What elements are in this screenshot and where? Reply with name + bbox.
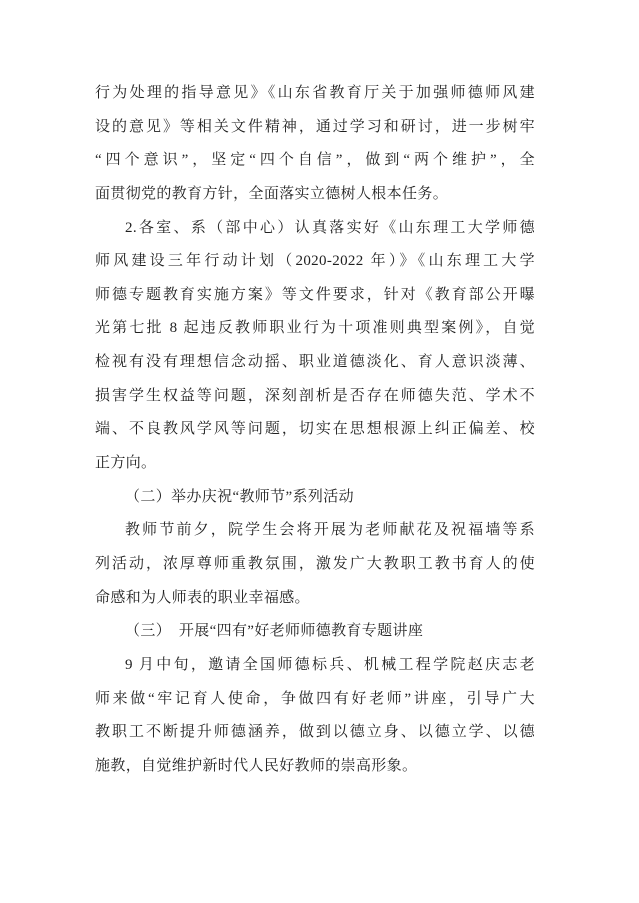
text-line: 设的意见》等相关文件精神，通过学习和研讨，进一步树牢 xyxy=(95,118,535,135)
text-line: 行为处理的指导意见》《山东省教育厅关于加强师德师风建 xyxy=(95,85,535,101)
text-line: 端、不良教风学风等问题，切实在思想根源上纠正偏差、校 xyxy=(95,421,535,438)
document-text-block xyxy=(95,77,535,783)
text-line: 面贯彻党的教育方针，全面落实立德树人根本任务。 xyxy=(95,185,449,202)
text-line: 光第七批 8 起违反教师职业行为十项准则典型案例》，自觉 xyxy=(95,320,535,337)
section-heading-line: （二）举办庆祝“教师节”系列活动 xyxy=(125,488,354,505)
text-line: 教师节前夕，院学生会将开展为老师献花及祝福墙等系 xyxy=(125,522,535,539)
section-heading-2 xyxy=(95,481,535,515)
section-heading-line: （三） 开展“四有”好老师师德教育专题讲座 xyxy=(125,623,424,640)
paragraph-numbered-item-2 xyxy=(95,212,535,481)
text-line: 正方向。 xyxy=(95,455,157,472)
text-line: 2.各室、系（部中心）认真落实好《山东理工大学师德 xyxy=(125,219,535,236)
text-line: 施教，自觉维护新时代人民好教师的崇高形象。 xyxy=(95,757,418,774)
text-line: 师来做“牢记育人使命，争做四有好老师”讲座，引导广大 xyxy=(95,690,535,707)
paragraph-lecture xyxy=(95,649,535,784)
text-line: 师风建设三年行动计划（2020-2022 年）》《山东理工大学 xyxy=(95,253,535,270)
paragraph-continuation xyxy=(95,77,535,212)
text-line: 教职工不断提升师德涵养，做到以德立身、以德立学、以德 xyxy=(95,724,535,741)
text-line: 损害学生权益等问题，深刻剖析是否存在师德失范、学术不 xyxy=(95,387,535,404)
text-line: 检视有没有理想信念动摇、职业道德淡化、育人意识淡薄、 xyxy=(95,354,535,371)
paragraph-teachers-day xyxy=(95,514,535,615)
text-line: 列活动，浓厚尊师重教氛围，激发广大教职工教书育人的使 xyxy=(95,555,535,572)
text-line: 师德专题教育实施方案》等文件要求，针对《教育部公开曝 xyxy=(95,286,535,303)
text-line: “四个意识”，坚定“四个自信”，做到“两个维护”，全 xyxy=(95,152,535,169)
section-heading-3 xyxy=(95,615,535,649)
text-line: 命感和为人师表的职业幸福感。 xyxy=(95,589,310,606)
text-line: 9 月中旬，邀请全国师德标兵、机械工程学院赵庆志老 xyxy=(125,656,535,673)
